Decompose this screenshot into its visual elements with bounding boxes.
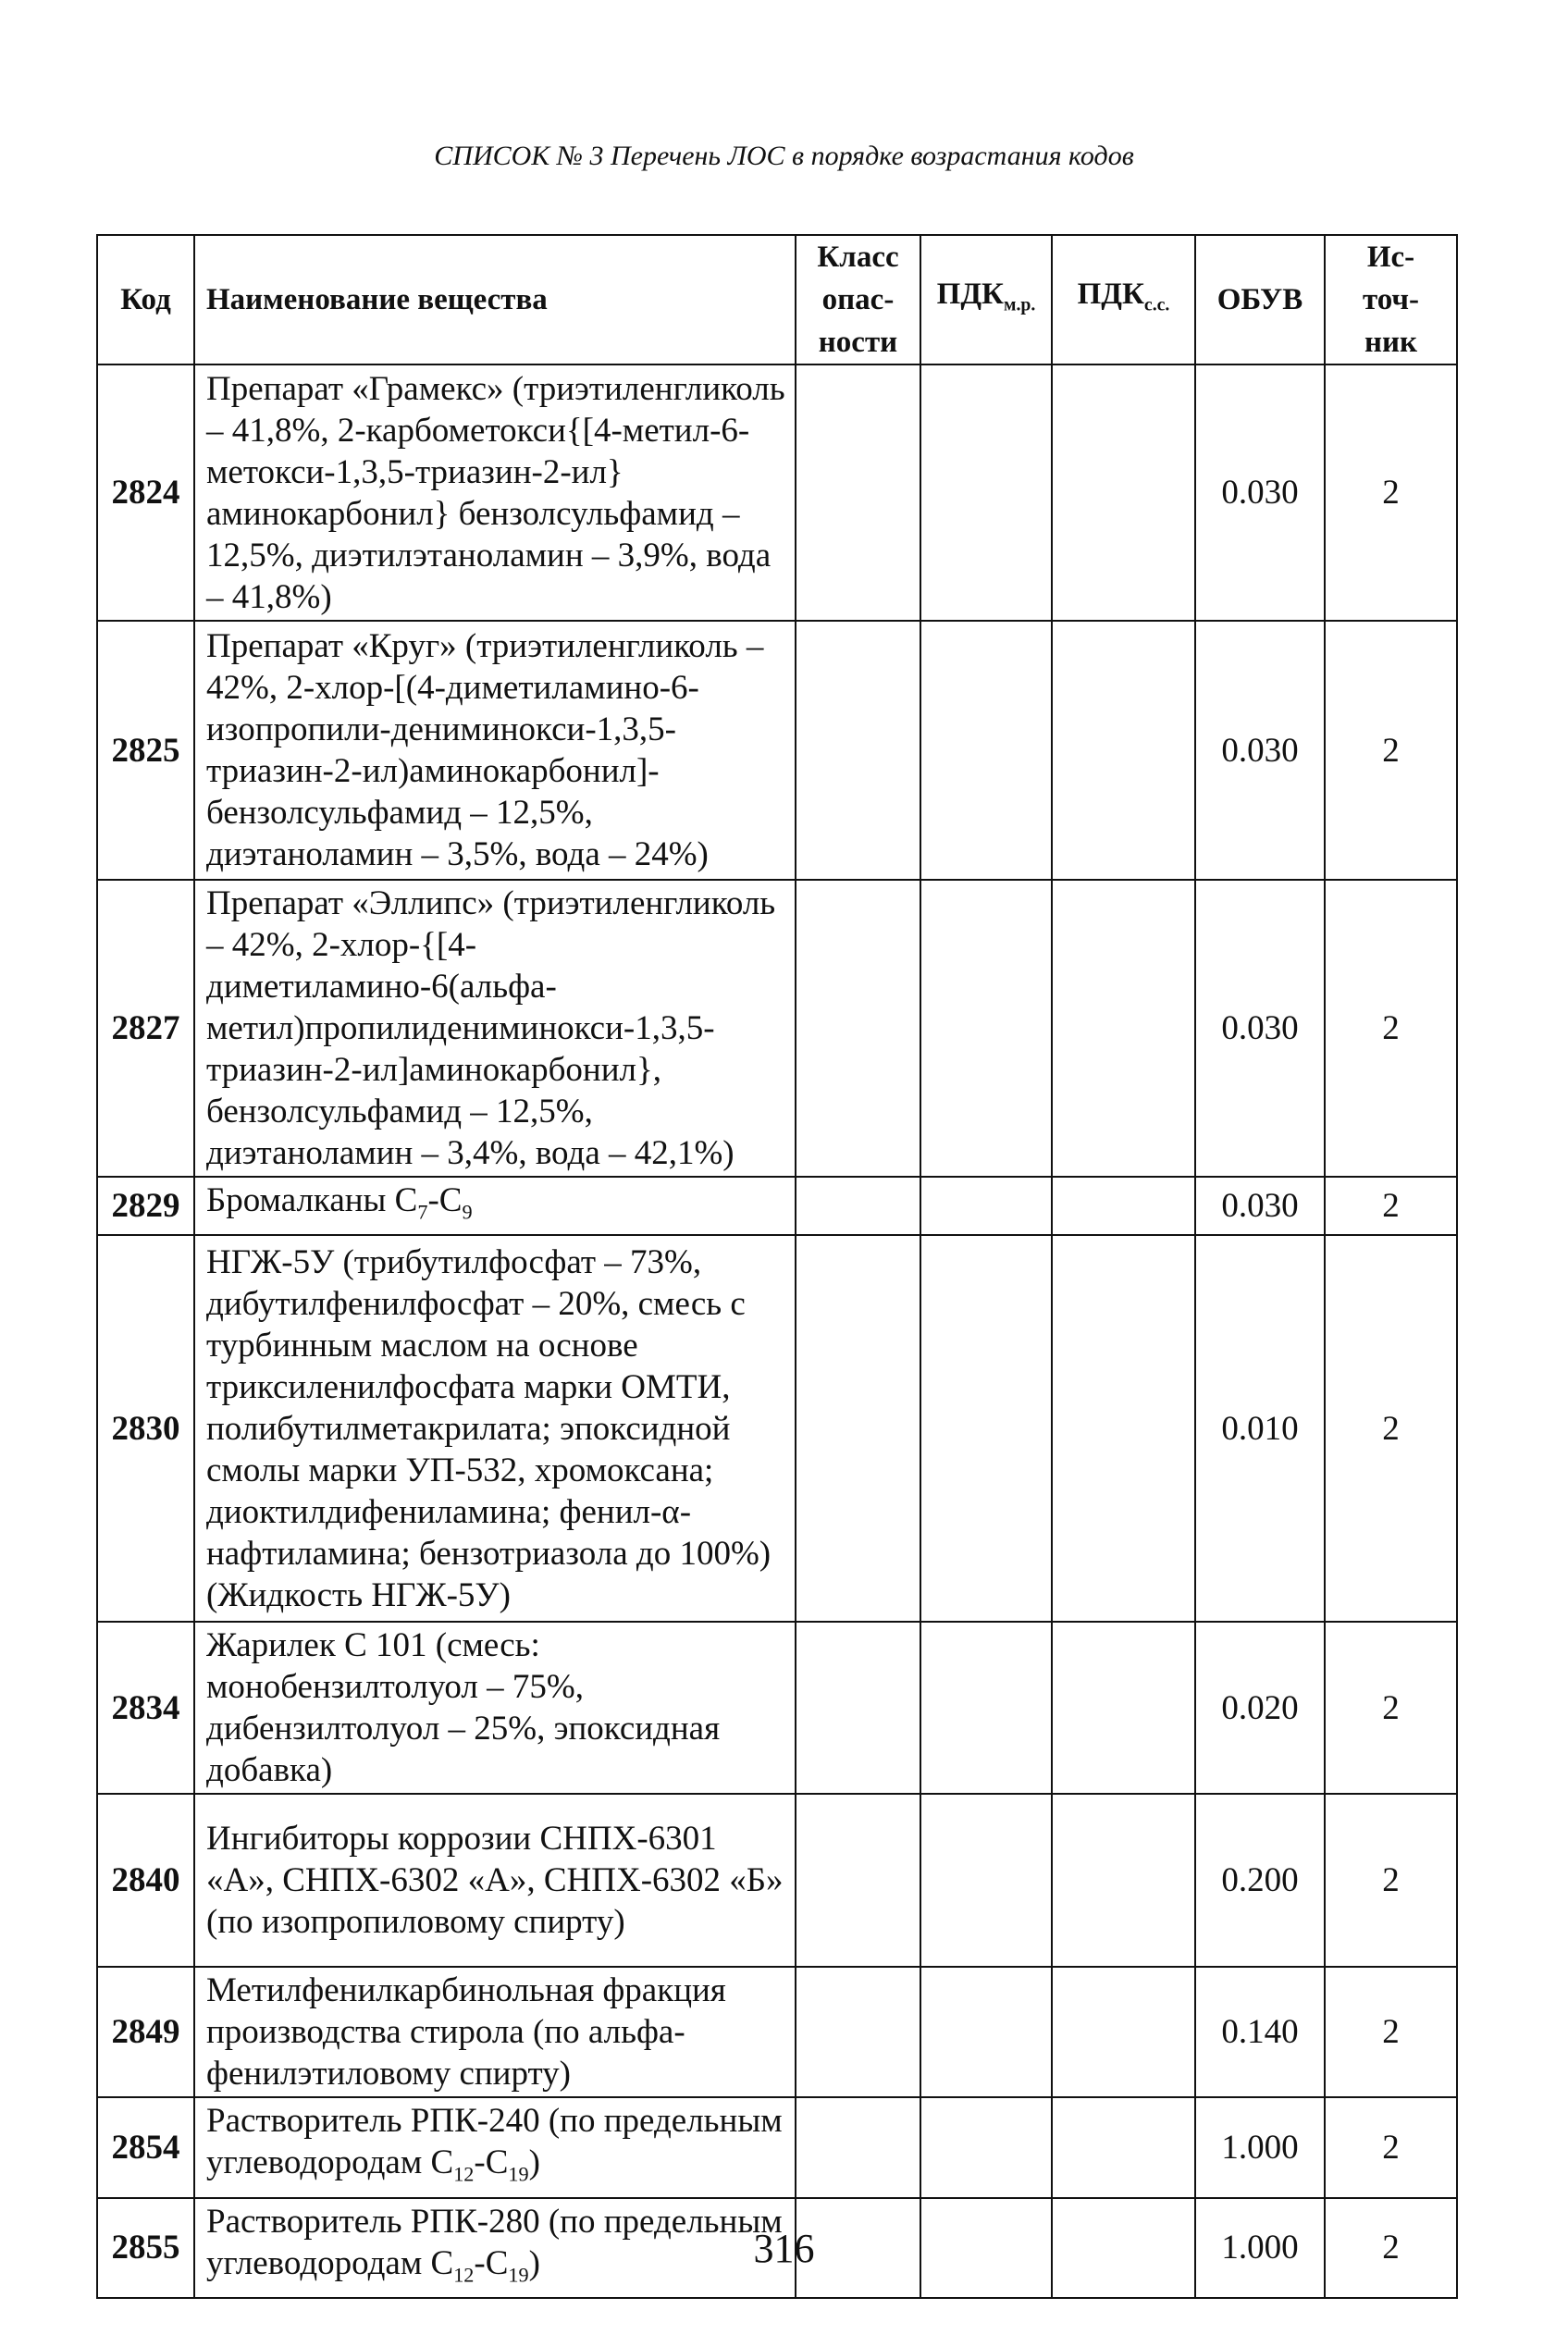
row-pdk-mr <box>920 2097 1052 2197</box>
row-class <box>796 1794 920 1967</box>
row-name: Ингибиторы коррозии СНПХ-6301 «А», СНПХ-6302 «А», СНПХ-6302 «Б» (по изопропиловому спирту) <box>194 1794 796 1967</box>
row-code: 2825 <box>97 621 194 880</box>
row-name: Препарат «Грамекс» (триэтиленгликоль – 41,8%, 2-карбометокси{[4-метил-6-метокси-1,3,5-триазин-2-ил} аминокарбонил} бензолсульфамид – 12,5%, диэтилэтаноламин – 3,9%, вода – 41,8%) <box>194 364 796 621</box>
row-pdk-mr <box>920 621 1052 880</box>
row-name: Метилфенилкарбинольная фракция производства стирола (по альфа-фенилэтиловому спирту) <box>194 1967 796 2097</box>
row-name <box>194 1177 796 1235</box>
row-pdk-ss <box>1052 1967 1195 2097</box>
row-name: Препарат «Эллипс» (триэтиленгликоль – 42%, 2-хлор-{[4-диметиламино-6(альфа-метил)пропилидениминокси-1,3,5-триазин-2-ил]аминокарбонил}, бензолсульфамид – 12,5%, диэтаноламин – 3,4%, вода – 42,1%) <box>194 880 796 1177</box>
row-class <box>796 880 920 1177</box>
name-sub: 12 <box>453 2263 475 2287</box>
row-class <box>796 621 920 880</box>
row-obuv: 0.030 <box>1195 880 1325 1177</box>
row-pdk-mr <box>920 1177 1052 1235</box>
row-class <box>796 1967 920 2097</box>
row-obuv: 0.030 <box>1195 1177 1325 1235</box>
row-obuv: 0.020 <box>1195 1622 1325 1794</box>
row-class <box>796 364 920 621</box>
row-code: 2827 <box>97 880 194 1177</box>
table-row <box>97 621 1457 880</box>
name-part: ) <box>528 2143 540 2182</box>
row-code: 2834 <box>97 1622 194 1794</box>
name-sub: 9 <box>462 1200 473 1224</box>
row-pdk-ss <box>1052 1794 1195 1967</box>
row-obuv: 0.010 <box>1195 1235 1325 1622</box>
name-part: ) <box>528 2243 540 2282</box>
table-row <box>97 1177 1457 1235</box>
name-part: Растворитель РПК-240 (по предельным углеводородам С <box>206 2102 783 2182</box>
header-source: Ис- точ- ник <box>1325 235 1457 364</box>
row-code: 2824 <box>97 364 194 621</box>
page-header: СПИСОК № 3 Перечень ЛОС в порядке возрастания кодов <box>434 141 1134 171</box>
name-sub: 12 <box>453 2162 475 2186</box>
row-name: Препарат «Круг» (триэтиленгликоль – 42%, 2-хлор-[(4-диметиламино-6-изопропили-дениминокси-1,3,5-триазин-2-ил)аминокарбонил]-бензолсульфамид – 12,5%, диэтаноламин – 3,5%, вода – 24%) <box>194 621 796 880</box>
table-header-row <box>97 235 1457 364</box>
row-obuv: 0.200 <box>1195 1794 1325 1967</box>
row-code: 2854 <box>97 2097 194 2197</box>
row-pdk-mr <box>920 1794 1052 1967</box>
row-obuv: 1.000 <box>1195 2097 1325 2197</box>
header-pdk-ss-sub: с.с. <box>1143 294 1170 315</box>
row-source: 2 <box>1325 880 1457 1177</box>
name-sub: 7 <box>417 1200 428 1224</box>
row-class <box>796 1177 920 1235</box>
header-obuv: ОБУВ <box>1195 235 1325 364</box>
table-row <box>97 1794 1457 1967</box>
row-pdk-ss <box>1052 364 1195 621</box>
row-obuv: 1.000 <box>1195 2198 1325 2298</box>
row-obuv: 0.030 <box>1195 621 1325 880</box>
header-pdk-mr <box>920 235 1052 364</box>
row-source: 2 <box>1325 1967 1457 2097</box>
row-source: 2 <box>1325 621 1457 880</box>
table-row <box>97 1622 1457 1794</box>
header-pdk-mr-label: ПДК <box>936 278 1004 312</box>
name-sub: 19 <box>508 2162 529 2186</box>
name-part: -С <box>474 2143 509 2182</box>
row-code: 2840 <box>97 1794 194 1967</box>
row-class <box>796 1235 920 1622</box>
header-code: Код <box>97 235 194 364</box>
row-source: 2 <box>1325 364 1457 621</box>
row-pdk-mr <box>920 1622 1052 1794</box>
row-name: Жарилек С 101 (смесь: монобензилтолуол – 75%, дибензилтолуол – 25%, эпоксидная добавка) <box>194 1622 796 1794</box>
row-name: НГЖ-5У (трибутилфосфат – 73%, дибутилфенилфосфат – 20%, смесь с турбинным маслом на основе триксиленилфосфата марки ОМТИ, полибутилметакрилата; эпоксидной смолы марки УП-532, хромоксана; диоктилдифениламина; фенил-α-нафтиламина; бензотриазола до 100%) (Жидкость НГЖ-5У) <box>194 1235 796 1622</box>
row-pdk-ss <box>1052 2097 1195 2197</box>
table-row <box>97 2097 1457 2197</box>
row-obuv: 0.140 <box>1195 1967 1325 2097</box>
row-source: 2 <box>1325 2198 1457 2298</box>
name-sub: 19 <box>508 2263 529 2287</box>
row-source: 2 <box>1325 1622 1457 1794</box>
row-code: 2829 <box>97 1177 194 1235</box>
row-pdk-mr <box>920 1967 1052 2097</box>
name-part: Растворитель РПК-280 (по предельным углеводородам С <box>206 2202 783 2282</box>
page-number: 316 <box>753 2226 815 2271</box>
row-pdk-ss <box>1052 1622 1195 1794</box>
row-pdk-ss <box>1052 880 1195 1177</box>
header-pdk-ss <box>1052 235 1195 364</box>
row-code: 2830 <box>97 1235 194 1622</box>
row-pdk-ss <box>1052 1177 1195 1235</box>
row-obuv: 0.030 <box>1195 364 1325 621</box>
row-name <box>194 2097 796 2197</box>
substances-table <box>96 234 1458 2299</box>
row-source: 2 <box>1325 1177 1457 1235</box>
row-class <box>796 2097 920 2197</box>
row-pdk-mr <box>920 364 1052 621</box>
header-pdk-mr-sub: м.р. <box>1003 294 1036 315</box>
row-code: 2855 <box>97 2198 194 2298</box>
row-pdk-mr <box>920 1235 1052 1622</box>
name-part: -С <box>427 1181 463 1219</box>
row-class <box>796 1622 920 1794</box>
row-pdk-ss <box>1052 621 1195 880</box>
table-row <box>97 1967 1457 2097</box>
row-pdk-mr <box>920 880 1052 1177</box>
row-code: 2849 <box>97 1967 194 2097</box>
row-pdk-ss <box>1052 1235 1195 1622</box>
row-source: 2 <box>1325 2097 1457 2197</box>
table-row <box>97 880 1457 1177</box>
name-part: -С <box>474 2243 509 2282</box>
header-class: Класс опас- ности <box>796 235 920 364</box>
header-name: Наименование вещества <box>194 235 796 364</box>
header-pdk-ss-label: ПДК <box>1077 278 1144 312</box>
table-row <box>97 1235 1457 1622</box>
name-part: Бромалканы С <box>206 1181 418 1219</box>
row-source: 2 <box>1325 1235 1457 1622</box>
table-row <box>97 364 1457 621</box>
row-source: 2 <box>1325 1794 1457 1967</box>
